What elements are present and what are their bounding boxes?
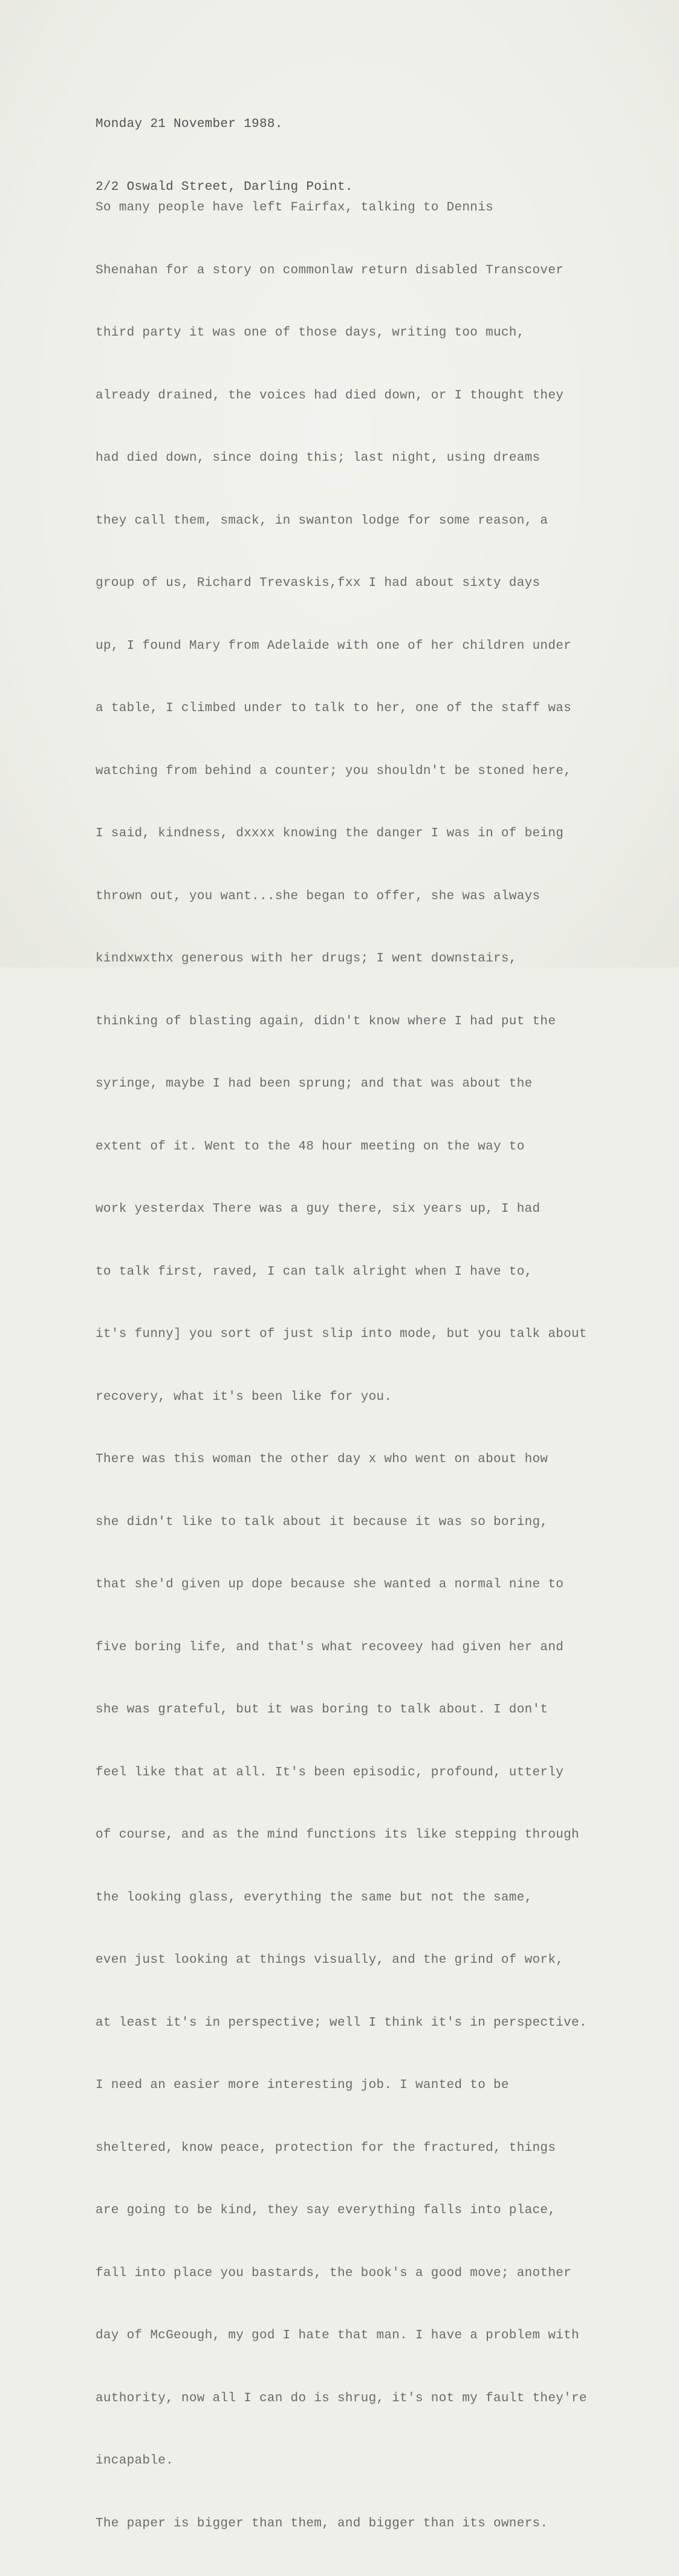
text-line: to talk first, raved, I can talk alright when I have to, [96, 1264, 533, 1279]
text-line: had died down, since doing this; last night, using dreams [96, 451, 541, 465]
text-line: authority, now all I can do is shrug, it's not my fault they're [96, 2391, 587, 2405]
text-line: work yesterdax There was a guy there, six years up, I had [96, 1202, 541, 1216]
text-line: thrown out, you want...she began to offer, she was always [96, 889, 541, 903]
text-line: day of McGeough, my god I hate that man. I have a problem with [96, 2329, 579, 2343]
text-line: that she'd given up dope because she wanted a normal nine to [96, 1578, 564, 1592]
text-line: extent of it. Went to the 48 hour meeting on the way to [96, 1139, 525, 1154]
text-line: it's funny] you sort of just slip into mode, but you talk about [96, 1327, 587, 1341]
address-line: 2/2 Oswald Street, Darling Point. [96, 180, 353, 194]
text-line: she was grateful, but it was boring to talk about. I don't [96, 1703, 548, 1717]
text-line: third party it was one of those days, writing too much, [96, 326, 525, 340]
text-line: already drained, the voices had died down, or I thought they [96, 388, 564, 403]
text-line: even just looking at things visually, and the grind of work, [96, 1953, 564, 1967]
text-line: up, I found Mary from Adelaide with one of her children under [96, 639, 572, 653]
text-line: The paper is bigger than them, and bigger than its owners. [96, 2516, 548, 2531]
text-line: fall into place you bastards, the book's a good move; another [96, 2266, 572, 2280]
text-line: group of us, Richard Trevaskis,fxx I had about sixty days [96, 576, 541, 590]
text-line: There was this woman the other day x who went on about how [96, 1452, 548, 1466]
text-line: So many people have left Fairfax, talking to Dennis [96, 201, 494, 215]
text-line: are going to be kind, they say everything falls into place, [96, 2204, 556, 2217]
text-line: feel like that at all. It's been episodic, profound, utterly [96, 1765, 564, 1780]
diary-body [96, 156, 587, 2576]
text-line: of course, and as the mind functions its like stepping through [96, 1828, 579, 1842]
text-line: incapable. [96, 2454, 174, 2468]
text-line: five boring life, and that's what recoveey had given her and [96, 1640, 564, 1654]
text-line: sheltered, know peace, protection for the fractured, things [96, 2141, 556, 2155]
text-line: they call them, smack, in swanton lodge for some reason, a [96, 513, 548, 528]
text-line: Shenahan for a story on commonlaw return disabled Transcover [96, 263, 564, 278]
date-line: Monday 21 November 1988. [96, 117, 283, 131]
text-line: the looking glass, everything the same but not the same, [96, 1890, 533, 1905]
text-line: she didn't like to talk about it because it was so boring, [96, 1515, 548, 1529]
text-line: a table, I climbed under to talk to her, one of the staff was [96, 701, 572, 715]
text-line: watching from behind a counter; you shouldn't be stoned here, [96, 764, 572, 778]
text-line: I said, kindness, dxxxx knowing the danger I was in of being [96, 827, 564, 841]
text-line: kindxwxthx generous with her drugs; I went downstairs, [96, 952, 517, 966]
text-line: syringe, maybe I had been sprung; and that was about the [96, 1077, 533, 1091]
text-line: I need an easier more interesting job. I wanted to be [96, 2078, 509, 2092]
text-line: at least it's in perspective; well I think it's in perspective. [96, 2015, 587, 2030]
text-line: recovery, what it's been like for you. [96, 1390, 392, 1404]
text-line: thinking of blasting again, didn't know where I had put the [96, 1014, 556, 1029]
